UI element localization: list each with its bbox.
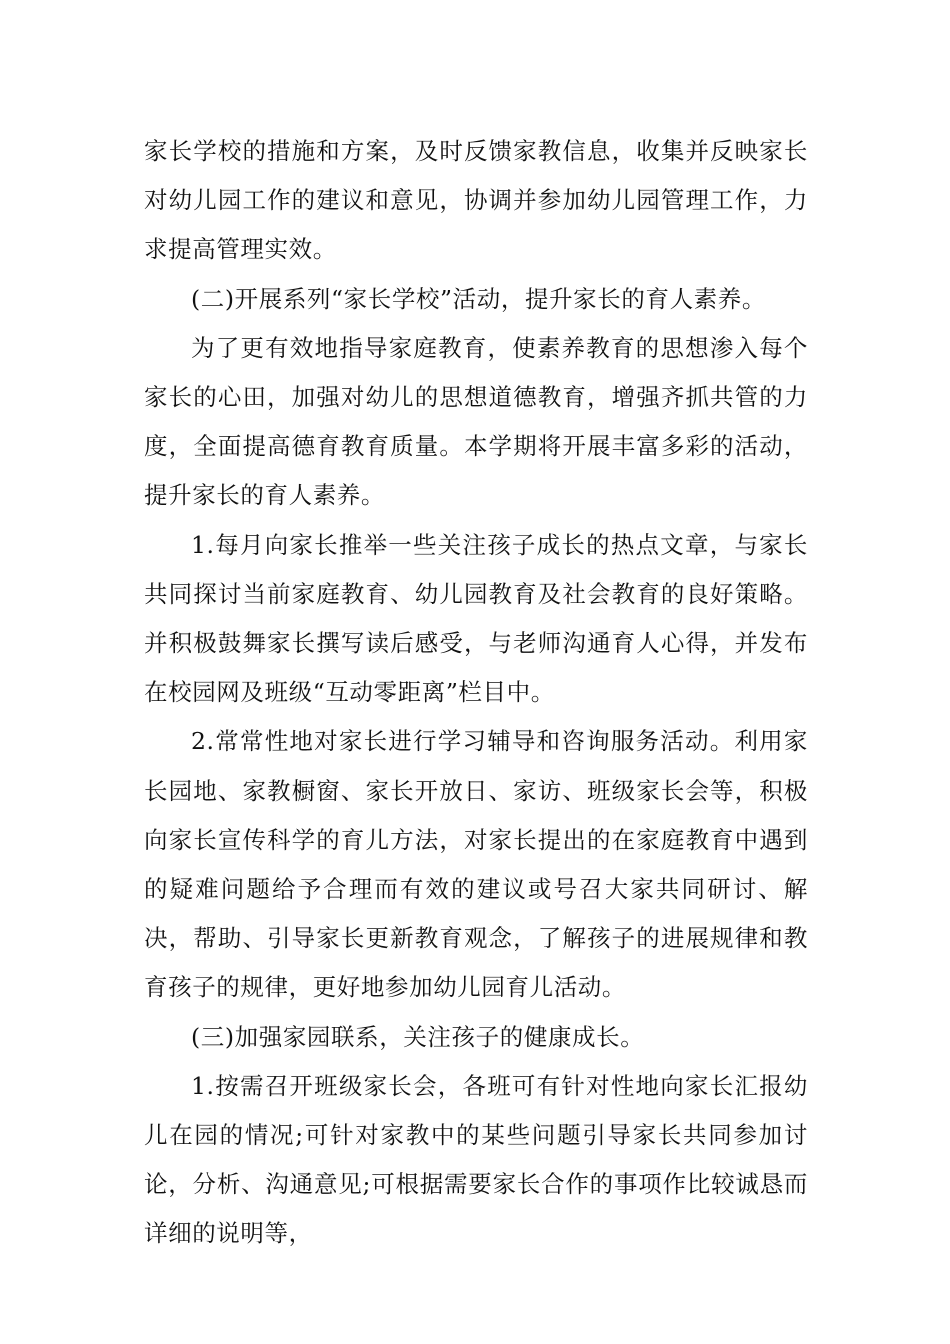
paragraph-6-heading: (三)加强家园联系，关注孩子的健康成长。 [191,1022,645,1051]
paragraph-3: 为了更有效地指导家庭教育，使素养教育的思想渗入每个家长的心田，加强对幼儿的思想道德教育，增强齐抓共管的力度，全面提高德育教育质量。本学期将开展丰富多彩的活动，提升家长的育人素养。 [144,333,808,510]
document-body [144,127,808,1259]
paragraph-7-list-item-1: 1.按需召开班级家长会，各班可有针对性地向家长汇报幼儿在园的情况;可针对家教中的某些问题引导家长共同参加讨论，分析、沟通意见;可根据需要家长合作的事项作比较诚恳而详细的说明等， [144,1071,808,1248]
paragraph-4-list-item-1: 1.每月向家长推举一些关注孩子成长的热点文章，与家长共同探讨当前家庭教育、幼儿园教育及社会教育的良好策略。并积极鼓舞家长撰写读后感受，与老师沟通育人心得，并发布在校园网及班级“互动零距离”栏目中。 [144,530,808,707]
paragraph-5-list-item-2: 2.常常性地对家长进行学习辅导和咨询服务活动。利用家长园地、家教橱窗、家长开放日、家访、班级家长会等，积极向家长宣传科学的育儿方法，对家长提出的在家庭教育中遇到的疑难问题给予合理而有效的建议或号召大家共同研讨、解决，帮助、引导家长更新教育观念，了解孩子的进展规律和教育孩子的规律，更好地参加幼儿园育儿活动。 [144,727,808,1002]
paragraph-2-heading: (二)开展系列“家长学校”活动，提升家长的育人素养。 [191,284,766,313]
paragraph-1: 家长学校的措施和方案，及时反馈家教信息，收集并反映家长对幼儿园工作的建议和意见，协调并参加幼儿园管理工作，力求提高管理实效。 [144,137,808,264]
